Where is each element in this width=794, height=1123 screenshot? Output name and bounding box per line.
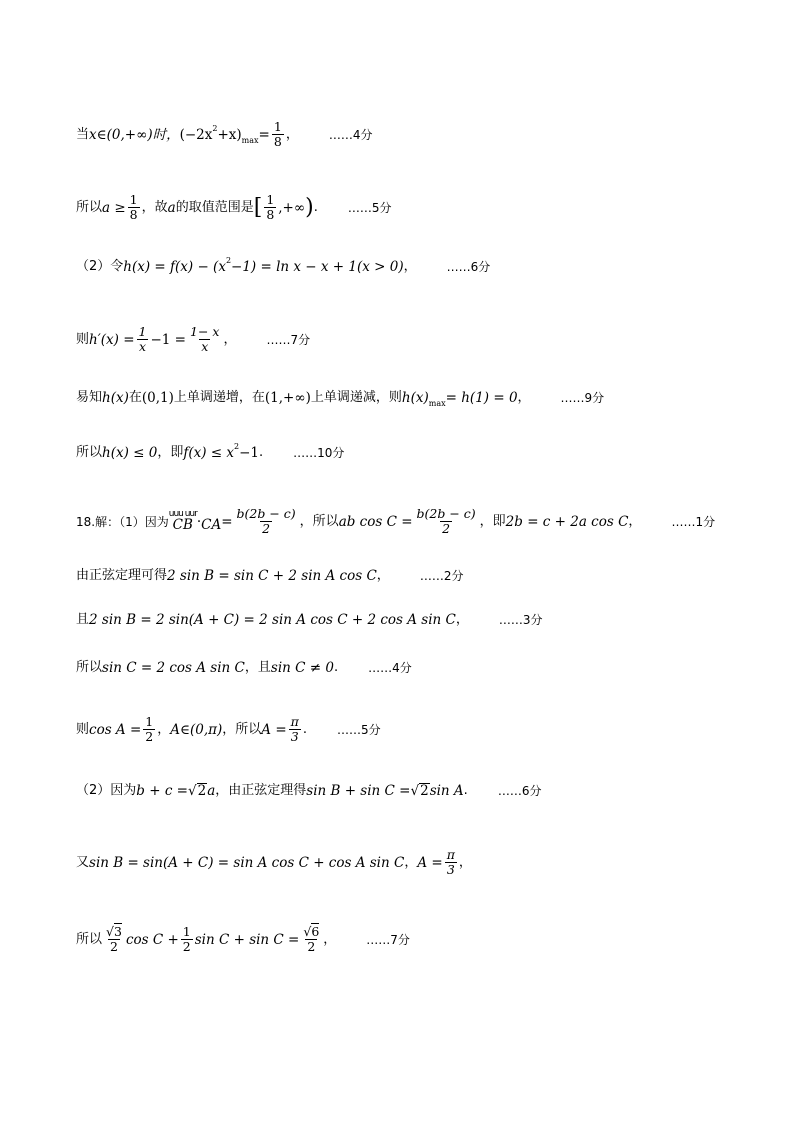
solution-line-5 — [76, 390, 604, 406]
exponent: 2 — [212, 123, 218, 133]
text: ，所以 — [299, 513, 339, 529]
math-expr: sin B + sin C = — [306, 783, 411, 799]
subscript: max — [428, 399, 446, 408]
fraction: $\frac{1}{8}$ — [273, 119, 282, 149]
text: ，所以 — [222, 721, 262, 737]
punctuation: . — [333, 660, 339, 675]
vector-arrow-icon: uuu uur — [168, 509, 197, 519]
math-expr: A = — [261, 721, 287, 738]
math-expr: h(x) — [102, 390, 129, 406]
math-expr: sin A — [429, 783, 464, 799]
math-expr: sin C ≠ 0 — [270, 660, 334, 676]
variable: a — [167, 199, 176, 216]
text: ，由正弦定理得 — [215, 783, 307, 798]
score-marker: ……4分 — [368, 661, 412, 675]
punctuation: ， — [517, 390, 531, 405]
score-marker: ……9分 — [560, 391, 605, 405]
punctuation: ， — [458, 854, 472, 870]
solution-line-9 — [76, 612, 543, 628]
punctuation: ， — [323, 931, 337, 947]
math-expr: 2b = c + 2a cos C — [505, 513, 629, 530]
text: ，即 — [479, 513, 506, 529]
text: 所以 — [76, 199, 103, 215]
bracket: [ — [253, 194, 263, 220]
punctuation: . — [313, 199, 318, 215]
math-expr: (−2x — [179, 126, 213, 143]
math-expr: A∈(0,π) — [170, 721, 223, 738]
fraction: $\frac{1}{x}$ — [138, 324, 147, 354]
sqrt-expr: √ 2 — [187, 783, 207, 799]
fraction: $\frac{1- x}{x}$ — [190, 324, 220, 354]
math-expr: +x) — [217, 126, 242, 143]
fraction: $\frac{\pi}{3}$ — [446, 847, 455, 877]
punctuation: ， — [404, 854, 418, 870]
solution-line-1 — [76, 120, 372, 149]
score-marker: ……1分 — [671, 514, 716, 529]
punctuation: ， — [403, 259, 417, 274]
punctuation: . — [259, 445, 264, 460]
text: 则 — [76, 721, 90, 737]
math-expr: sin C = 2 cos A sin C — [102, 660, 245, 676]
math-expr: f(x) ≤ x — [183, 445, 235, 461]
dot-operator: · — [196, 513, 202, 530]
math-expr: −1 = — [150, 331, 186, 348]
vector-cb: uuu uur CB — [168, 509, 197, 533]
math-expr: −1 — [239, 445, 260, 461]
variable: a — [207, 783, 216, 799]
math-expr: (1,+∞) — [264, 390, 311, 406]
text: 上单调递减，则 — [310, 390, 402, 405]
punctuation: ， — [223, 331, 237, 347]
bracket: ) — [305, 194, 314, 220]
math-expr: sin B = sin(A + C) = sin A cos C + cos A sin C — [89, 854, 405, 871]
solution-line-14 — [76, 925, 410, 954]
text: ，且 — [244, 660, 271, 675]
math-expr: ab cos C = — [338, 513, 413, 530]
text: （2）令 — [76, 259, 124, 274]
punctuation: ， — [285, 126, 299, 142]
exponent: 2 — [225, 256, 232, 265]
math-expr: sin C + sin C = — [194, 931, 300, 948]
text: （2）因为 — [76, 783, 137, 798]
sqrt-expr: √ 2 — [410, 783, 429, 799]
fraction: $\frac{1}{2}$ — [145, 714, 154, 744]
math-expr: h′(x) = — [89, 331, 135, 348]
fraction: $\frac{1}{2}$ — [182, 924, 191, 954]
fraction-sqrt: $\frac{√6}{2}$ — [303, 924, 320, 954]
solution-line-6 — [76, 442, 345, 461]
fraction: $\frac{b(2b - c)}{2}$ — [416, 506, 476, 536]
condition-expr: x∈(0,+∞)时， — [89, 126, 180, 143]
text: ，即 — [157, 445, 184, 460]
math-expr: = h(1) = 0 — [445, 390, 518, 406]
math-expr: cos C + — [125, 931, 179, 948]
text: 上单调递增，在 — [173, 390, 265, 405]
text: 且 — [76, 612, 90, 627]
punctuation: ， — [157, 721, 171, 737]
solution-line-3 — [76, 256, 491, 275]
problem-header: 18.解：（1）因为 — [76, 514, 169, 529]
text: ，故 — [141, 199, 168, 215]
math-expr: 2 sin B = sin C + 2 sin A cos C — [167, 568, 377, 584]
solution-line-13 — [76, 848, 472, 877]
math-expr: 2 sin B = 2 sin(A + C) = 2 sin A cos C + 2 cos A sin C — [89, 612, 456, 628]
punctuation: ， — [628, 513, 642, 529]
text: 所以 — [76, 445, 103, 460]
exponent: 2 — [234, 442, 240, 451]
math-expr: h(x) = f(x) − (x — [123, 259, 226, 275]
math-expr: b + c = — [136, 783, 188, 799]
solution-line-10 — [76, 660, 412, 676]
math-expr: −1) = ln x − x + 1(x > 0) — [231, 259, 404, 275]
equals: = — [221, 513, 233, 530]
text: 由正弦定理可得 — [76, 568, 168, 583]
text: 又 — [76, 854, 90, 870]
math-expr: cos A = — [89, 721, 142, 738]
fraction: $\frac{b(2b - c)}{2}$ — [236, 506, 296, 536]
fraction: $\frac{1}{8}$ — [266, 192, 275, 222]
math-expr: (0,1) — [141, 390, 174, 406]
score-marker: ……6分 — [497, 784, 542, 798]
fraction: $\frac{\pi}{3}$ — [290, 714, 299, 744]
punctuation: . — [463, 783, 468, 798]
score-marker: ……7分 — [266, 332, 311, 347]
text: 易知 — [76, 390, 103, 405]
score-marker: ……4分 — [328, 127, 373, 142]
punctuation: ， — [376, 568, 390, 583]
solution-line-2 — [76, 193, 392, 222]
math-expr: A = — [417, 854, 443, 871]
text: 则 — [76, 331, 90, 347]
score-marker: ……5分 — [337, 722, 381, 737]
punctuation: . — [302, 721, 308, 737]
text: 在 — [128, 390, 142, 405]
text: 所以 — [76, 660, 103, 675]
score-marker: ……7分 — [366, 932, 410, 947]
solution-line-12 — [76, 783, 541, 799]
math-expr: h(x) — [401, 390, 429, 406]
text: 当 — [76, 126, 90, 142]
score-marker: ……6分 — [446, 260, 491, 274]
math-expr: a ≥ — [102, 199, 126, 216]
text: 所以 — [76, 931, 103, 947]
vector-ca: CA — [201, 517, 222, 533]
fraction: $\frac{1}{8}$ — [129, 192, 138, 222]
math-expr: ,+∞ — [278, 199, 306, 216]
fraction-sqrt: $\frac{√3}{2}$ — [106, 924, 122, 954]
math-expr: h(x) ≤ 0 — [102, 445, 158, 461]
score-marker: ……2分 — [419, 569, 464, 583]
solution-line-8 — [76, 568, 463, 584]
subscript: max — [241, 135, 259, 145]
solution-line-11 — [76, 715, 381, 744]
equals: = — [258, 126, 270, 143]
solution-line-4 — [76, 325, 310, 354]
score-marker: ……10分 — [293, 446, 345, 460]
score-marker: ……3分 — [498, 613, 543, 627]
text: 的取值范围是 — [175, 199, 254, 215]
punctuation: ， — [455, 612, 469, 627]
solution-line-7 — [76, 507, 715, 536]
score-marker: ……5分 — [347, 200, 392, 215]
